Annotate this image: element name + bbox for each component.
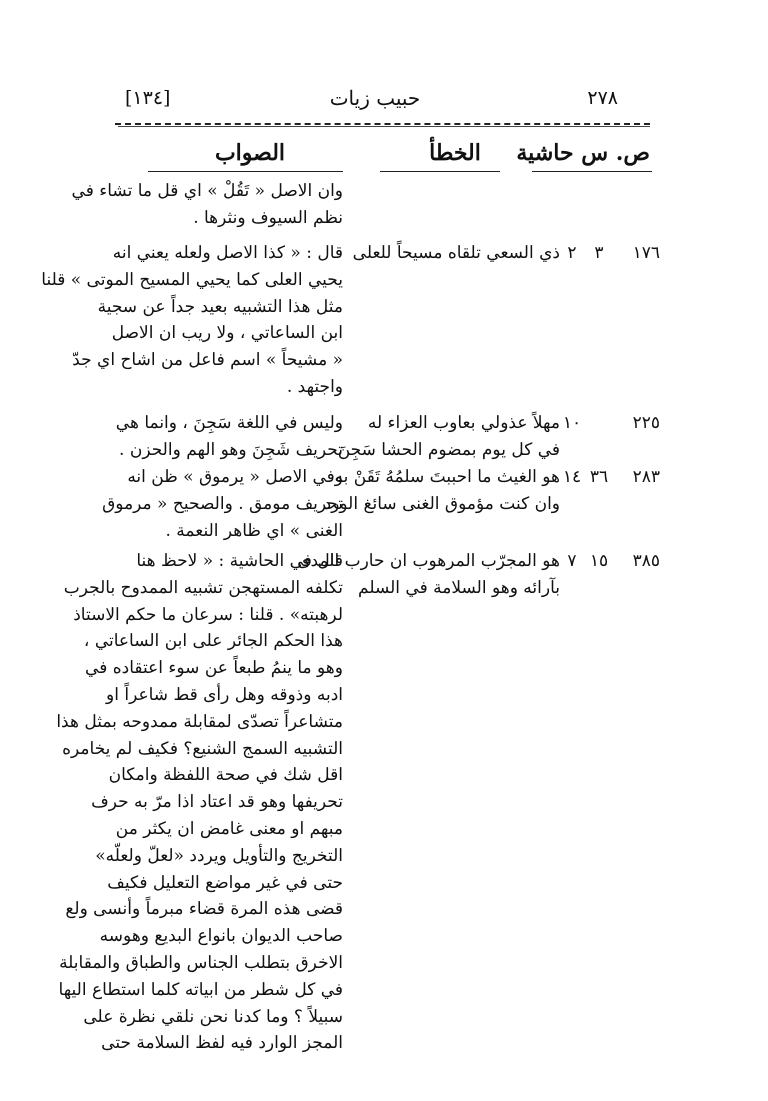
text-line: مثل هذا التشبيه بعيد جداً عن سجية <box>97 296 343 317</box>
text-line: سبيلاً ؟ وما كدنا نحن نلقي نظرة على <box>83 1006 343 1027</box>
text-line: وليس في اللغة سَجِنَ ، وانما هي <box>115 413 343 433</box>
text-line: المجز الوارد فيه لفظ السلامة حتى <box>101 1033 343 1054</box>
text-line: واجتهد . <box>286 376 343 397</box>
entry-line: ١٥ <box>589 551 609 571</box>
text-line: هو الغيث ما احببتَ سلمُهُ تَقَنْ به <box>334 467 560 487</box>
text-line: الاخرق بتطلب الجناس والطباق والمقابلة <box>59 952 343 973</box>
text-line: يحيي العلى كما يحيي المسيح الموتى » قلنا <box>41 269 343 290</box>
entry-page: ١٧٦ <box>632 243 660 263</box>
bracket-page-number: [١٣٤] <box>125 87 171 109</box>
text-line: مهلاً عذولي بعاوب العزاء له <box>367 413 560 433</box>
text-line: وان كنت مؤموق الغنى سائغ الورد <box>323 493 560 514</box>
text-line: ذي السعي تلقاه مسيحاً للعلى <box>352 243 560 263</box>
entry-correction <box>41 240 343 401</box>
text-line: تحريفها وهو قد اعتاد اذا مرّ به حرف <box>91 792 343 813</box>
text-line: التشبيه السمج الشنيع؟ فكيف لم يخامره <box>62 738 343 759</box>
entry-error <box>297 548 560 602</box>
entry-correction <box>100 464 343 544</box>
column-header-reference-underline <box>532 171 652 172</box>
text-line: نظم السيوف ونثرها . <box>193 207 343 228</box>
entry-error <box>337 410 560 464</box>
column-header-error: الخطأ <box>429 140 481 166</box>
text-line: وهو ما ينمُ طبعاً عن سوء اعتقاده في <box>85 658 343 679</box>
text-line: في كل يوم بمضوم الحشا سَجِنَ <box>337 439 560 460</box>
text-line: تحريف مومق . والصحيح « مرموق <box>102 493 343 514</box>
entry-note: ١٠ <box>562 413 582 433</box>
text-line: في كل شطر من ابياته كلما استطاع اليها <box>58 979 343 1000</box>
column-header-correction: الصواب <box>214 140 286 166</box>
text-line: وفي الاصل « يرموق » ظن انه <box>127 467 343 487</box>
entry-note: ٧ <box>567 551 577 571</box>
text-line: قضى هذه المرة قضاء مبرماً وأنسى ولع <box>65 899 343 920</box>
entry-correction <box>100 410 343 464</box>
entry-page: ٢٨٣ <box>632 467 660 487</box>
entry-correction <box>56 548 343 1057</box>
text-line: هذا الحكم الجائر على ابن الساعاتي ، <box>83 631 343 652</box>
entry-error <box>323 464 560 518</box>
page-title: حبيب زيات <box>329 86 421 110</box>
text-line: التخريج والتأويل ويردد «لعلّ ولعلّه» <box>95 845 343 866</box>
header-dashed-rule <box>115 123 650 125</box>
text-line: اقل شك في صحة اللفظة وامكان <box>108 765 343 786</box>
text-line: تحريف شَجِنَ وهو الهم والحزن . <box>119 439 343 460</box>
text-line: تكلفه المستهجن تشبيه الممدوح بالجرب <box>63 577 343 598</box>
text-line: هو المجرّب المرهوب ان حارب المدى <box>297 551 560 571</box>
text-line: بآرائه وهو السلامة في السلم <box>358 577 560 598</box>
text-line: ابن الساعاتي ، ولا ريب ان الاصل <box>111 323 343 344</box>
text-line: « مشيحاً » اسم فاعل من اشاح اي جدّ <box>72 350 343 371</box>
column-header-reference: ص. س حاشية <box>516 140 650 166</box>
text-line: لرهبته» . قلنا : سرعان ما حكم الاستاذ <box>73 604 343 625</box>
entry-line: ٣٦ <box>589 467 609 487</box>
column-header-error-underline <box>380 171 500 172</box>
entry-note: ١٤ <box>562 467 582 487</box>
entry-page: ٣٨٥ <box>632 551 660 571</box>
text-line: قال : « كذا الاصل ولعله يعني انه <box>112 243 343 263</box>
entry-error <box>340 240 560 267</box>
entry-line: ٣ <box>594 243 604 263</box>
column-header-correction-underline <box>148 171 343 172</box>
text-line: الغنى » اي ظاهر النعمة . <box>165 520 343 541</box>
header-rule <box>118 126 650 127</box>
entry-note: ٢ <box>567 243 577 263</box>
text-line: ادبه وذوقه وهل رأى قط شاعراً او <box>106 684 343 705</box>
page-number: ٢٧٨ <box>587 87 618 109</box>
text-line: صاحب الديوان بانواع البديع وهوسه <box>99 926 343 947</box>
text-line: قال في الحاشية : « لاحظ هنا <box>136 551 343 571</box>
text-line: متشاعراً تصدّى لمقابلة ممدوحه بمثل هذا <box>56 711 343 732</box>
text-line: حتى في غير مواضع التعليل فكيف <box>107 872 343 893</box>
intro-correction <box>71 178 343 232</box>
text-line: وان الاصل « تَقُلْ » اي قل ما تشاء في <box>71 181 343 201</box>
text-line: مبهم او معنى غامض ان يكثر من <box>115 818 343 839</box>
entry-page: ٢٢٥ <box>632 413 660 433</box>
